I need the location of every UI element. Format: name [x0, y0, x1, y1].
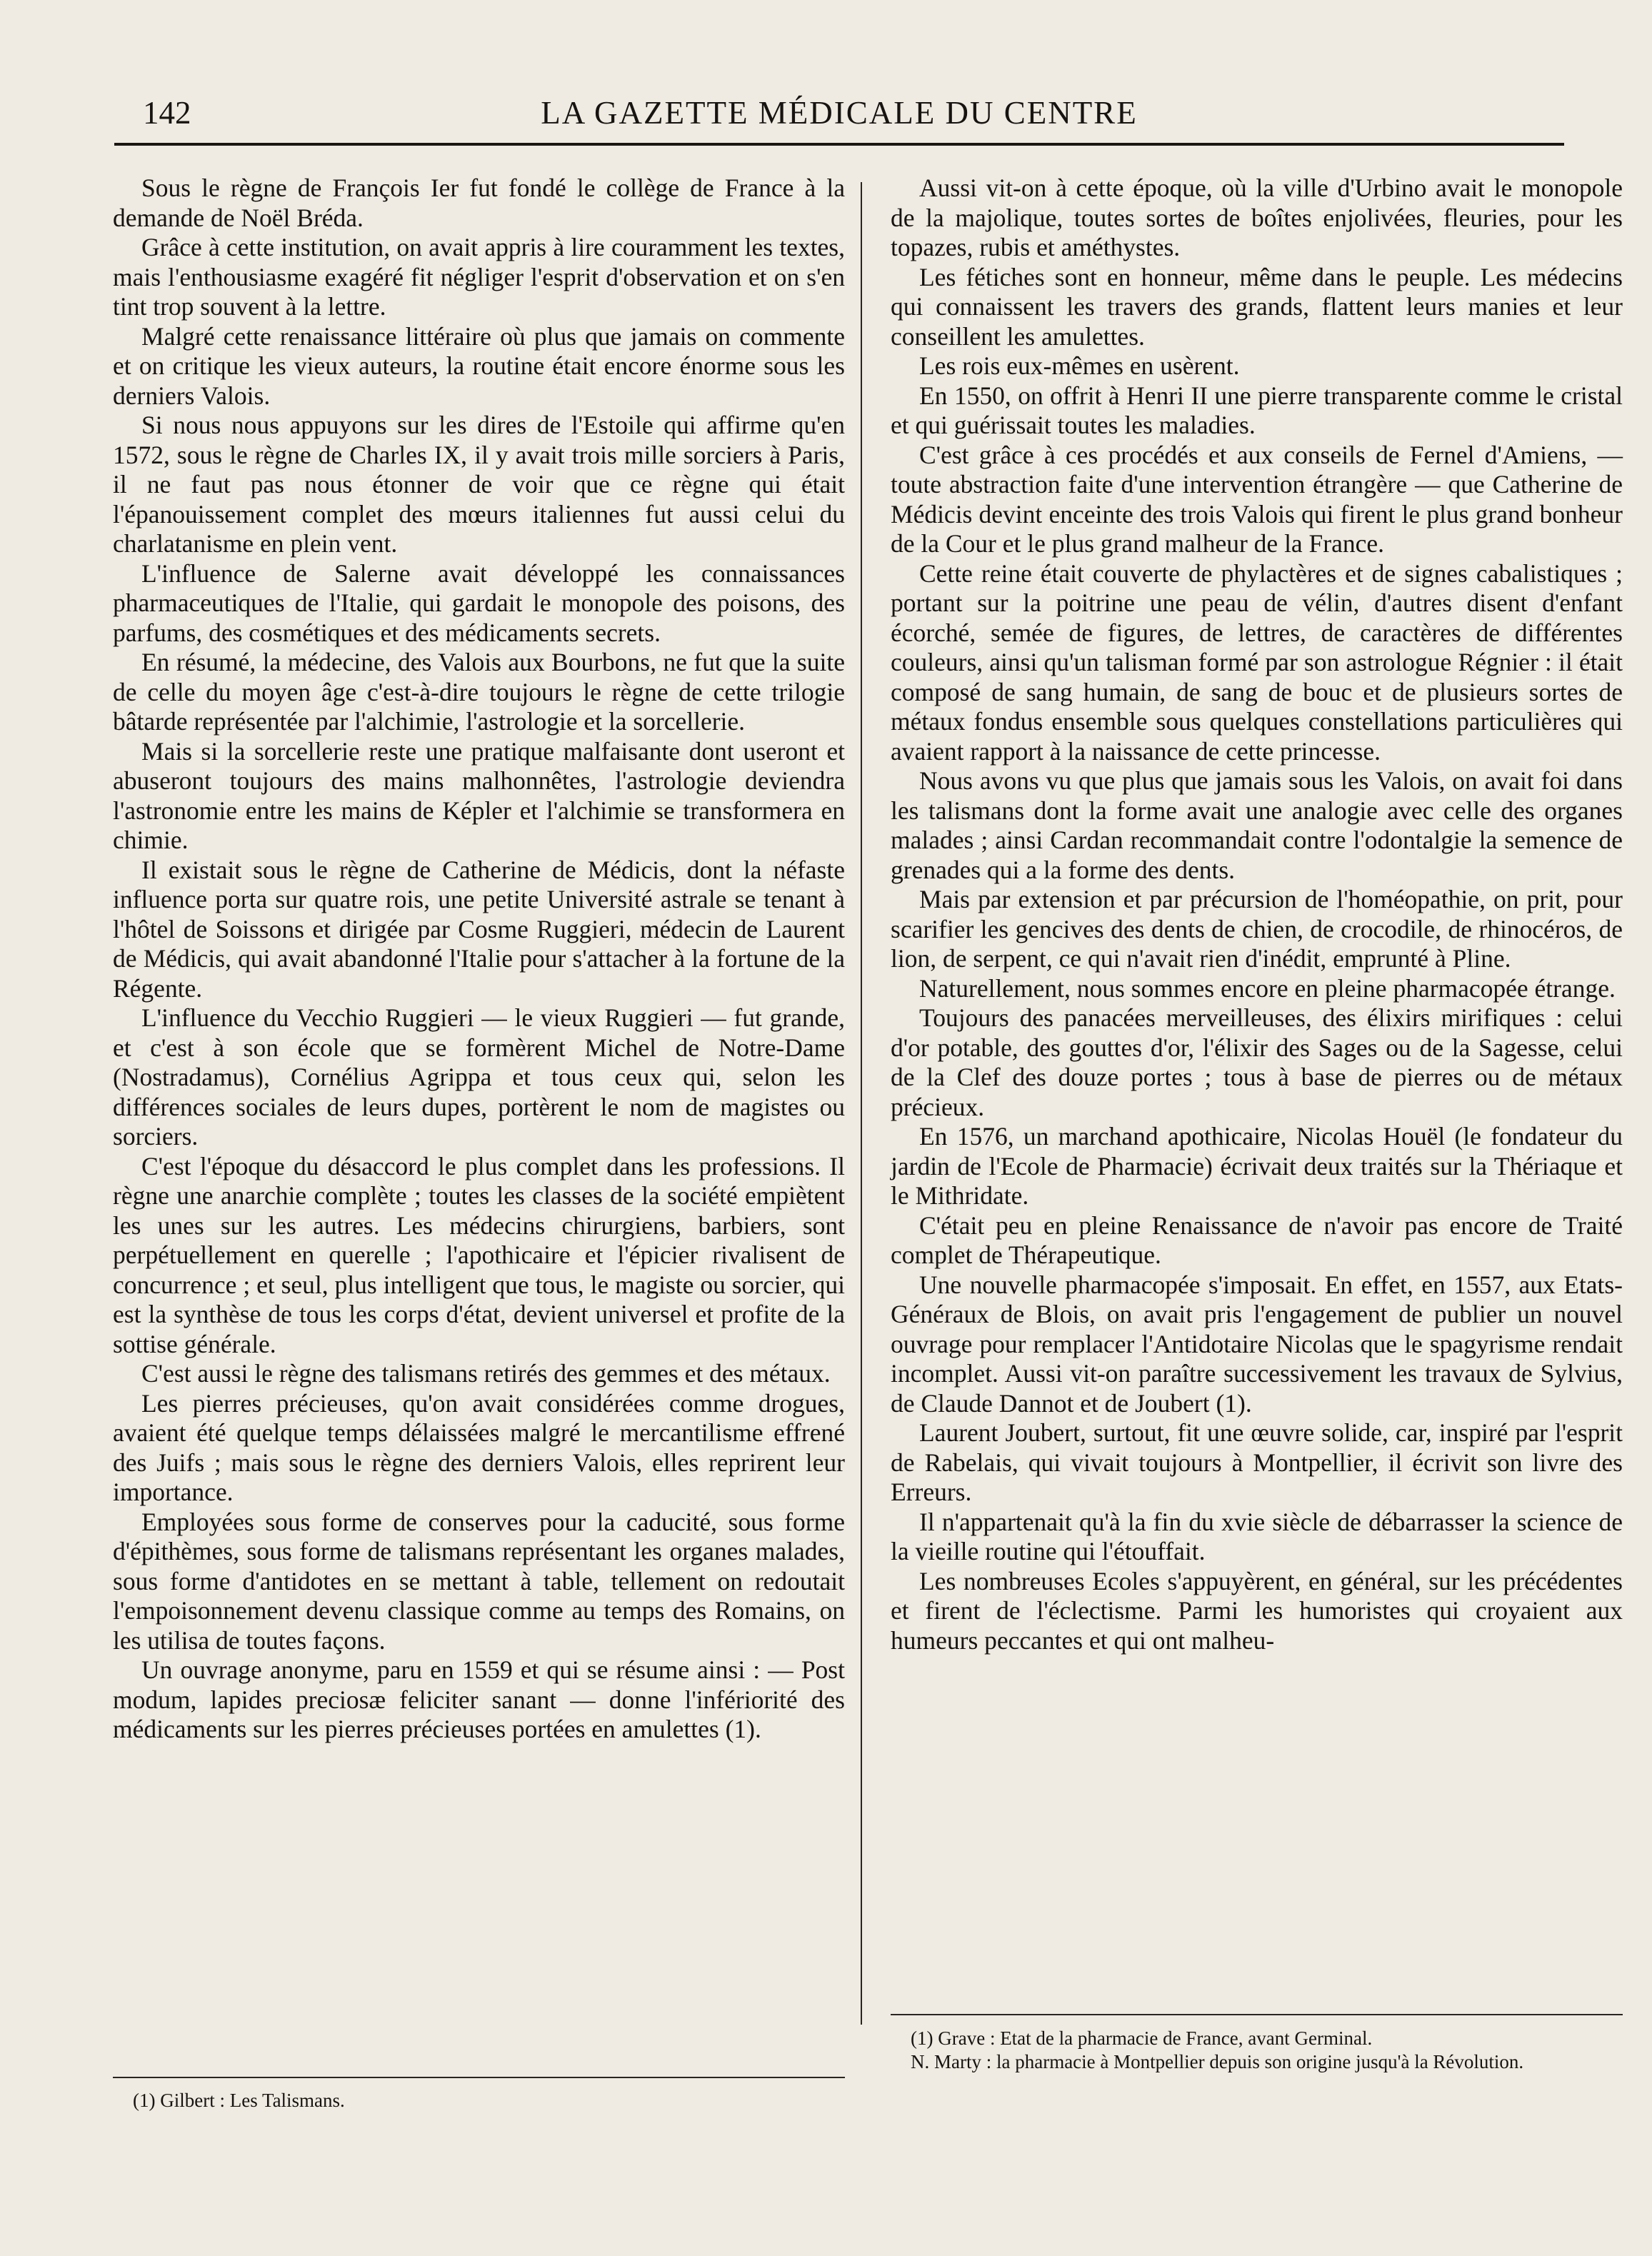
paragraph: C'était peu en pleine Renaissance de n'avoir pas encore de Traité complet de Thérapeutique.	[891, 1210, 1623, 1269]
paragraph: Employées sous forme de conserves pour la caducité, sous forme d'épithèmes, sous forme de talismans représentant les organes malades, sous forme d'antidotes en se mettant à table, tellement on redoutait l'empoisonnement devenu classique comme au temps des Romains, on les utilisa de toutes façons.	[113, 1507, 845, 1655]
paragraph: Mais par extension et par précursion de l'homéopathie, on prit, pour scarifier les gencives des dents de chien, de crocodile, de rhinocéros, de lion, de serpent, ce qui n'avait rien d'inédit, emprunté à Pline.	[891, 885, 1623, 973]
page-number: 142	[143, 95, 191, 131]
paragraph: Une nouvelle pharmacopée s'imposait. En effet, en 1557, aux Etats-Généraux de Blois, on avait pris l'engagement de publier un nouvel ouvrage pour remplacer l'Antidotaire Nicolas que le spagyrisme rendait incomplet. Aussi vit-on paraître successivement les travaux de Sylvius, de Claude Dannot et de Joubert (1).	[891, 1270, 1623, 1418]
paragraph: Les nombreuses Ecoles s'appuyèrent, en général, sur les précédentes et firent de l'éclectisme. Parmi les humoristes qui croyaient aux humeurs peccantes et qui ont malheu-	[891, 1566, 1623, 1655]
paragraph: Si nous nous appuyons sur les dires de l'Estoile qui affirme qu'en 1572, sous le règne de Charles IX, il y avait trois mille sorciers à Paris, il ne faut pas nous étonner de voir que ce règne qui était l'épanouissement complet des mœurs italiennes fut aussi celui du charlatanisme en plein vent.	[113, 411, 845, 558]
right-column	[891, 174, 1623, 1655]
paragraph: Naturellement, nous sommes encore en pleine pharmacopée étrange.	[919, 973, 1616, 1003]
paragraph: Cette reine était couverte de phylactères et de signes cabalistiques ; portant sur la poitrine une peau de vélin, d'autres disent d'enfant écorché, semée de figures, de lettres, de caractères de différentes couleurs, ainsi qu'un talisman formé par son astrologue Régnier : il était composé de sang humain, de sang de bouc et de plusieurs sortes de métaux fondus ensemble sous quelques constellations particulières qui avaient rapport à la naissance de cette princesse.	[891, 558, 1623, 766]
paragraph: Mais si la sorcellerie reste une pratique malfaisante dont useront et abuseront toujours des mains malhonnêtes, l'astrologie deviendra l'astronomie entre les mains de Képler et l'alchimie se transformera en chimie.	[113, 736, 845, 854]
paragraph: Grâce à cette institution, on avait appris à lire couramment les textes, mais l'enthousiasme exagéré fit négliger l'esprit d'observation et on s'en tint trop souvent à la lettre.	[113, 233, 845, 321]
paragraph: Sous le règne de François Ier fut fondé le collège de France à la demande de Noël Bréda.	[113, 174, 845, 232]
paragraph: Il existait sous le règne de Catherine de Médicis, dont la néfaste influence porta sur quatre rois, une petite Université astrale se tenant à l'hôtel de Soissons et dirigée par Cosme Ruggieri, médecin de Laurent de Médicis, qui avait abandonné l'Italie pour s'attacher à la fortune de la Régente.	[113, 855, 845, 1003]
journal-title: LA GAZETTE MÉDICALE DU CENTRE	[541, 95, 1138, 131]
header-rule	[114, 143, 1564, 146]
footnote: (1) Grave : Etat de la pharmacie de France, avant Germinal.	[911, 2027, 1373, 2049]
left-column	[113, 174, 845, 1745]
footnote: N. Marty : la pharmacie à Montpellier depuis son origine jusqu'à la Révolution.	[911, 2051, 1524, 2072]
paragraph: Il n'appartenait qu'à la fin du xvie siècle de débarrasser la science de la vieille routine qui l'étouffait.	[891, 1507, 1623, 1565]
paragraph: Toujours des panacées merveilleuses, des élixirs mirifiques : celui d'or potable, des gouttes d'or, l'élixir des Sages ou de la Sagesse, celui de la Clef des douze portes ; tous à base de pierres ou de métaux précieux.	[891, 1003, 1623, 1121]
footnotes-right	[891, 2027, 1623, 2074]
paragraph: L'influence du Vecchio Ruggieri — le vieux Ruggieri — fut grande, et c'est à son école que se formèrent Michel de Notre-Dame (Nostradamus), Cornélius Agrippa et tous ceux qui, selon les différences sociales de leurs dupes, portèrent le nom de magistes ou sorciers.	[113, 1003, 845, 1150]
paragraph: C'est grâce à ces procédés et aux conseils de Fernel d'Amiens, — toute abstraction faite d'une intervention étrangère — que Catherine de Médicis devint enceinte des trois Valois qui firent le plus grand bonheur de la Cour et le plus grand malheur de la France.	[891, 440, 1623, 558]
paragraph: En 1576, un marchand apothicaire, Nicolas Houël (le fondateur du jardin de l'Ecole de Pharmacie) écrivait deux traités sur la Thériaque et le Mithridate.	[891, 1122, 1623, 1210]
paragraph: Aussi vit-on à cette époque, où la ville d'Urbino avait le monopole de la majolique, toutes sortes de boîtes enjolivées, fleuries, pour les topazes, rubis et améthystes.	[891, 174, 1623, 261]
footnote-rule	[891, 2014, 1623, 2015]
column-divider	[861, 182, 862, 2025]
paragraph: C'est aussi le règne des talismans retirés des gemmes et des métaux.	[141, 1359, 831, 1388]
paragraph: En résumé, la médecine, des Valois aux Bourbons, ne fut que la suite de celle du moyen âge c'est-à-dire toujours le règne de cette trilogie bâtarde représentée par l'alchimie, l'astrologie et la sorcellerie.	[113, 648, 845, 736]
paragraph: L'influence de Salerne avait développé les connaissances pharmaceutiques de l'Italie, qui gardait le monopole des poisons, des parfums, des cosmétiques et des médicaments secrets.	[113, 558, 845, 647]
paragraph: Les pierres précieuses, qu'on avait considérées comme drogues, avaient été quelque temps délaissées malgré le mercantilisme effrené des Juifs ; mais sous le règne des derniers Valois, elles reprirent leur importance.	[113, 1388, 845, 1506]
footnotes-left	[113, 2089, 845, 2112]
footnote-rule	[113, 2077, 845, 2078]
paragraph: Laurent Joubert, surtout, fit une œuvre solide, car, inspiré par l'esprit de Rabelais, qui vivait toujours à Montpellier, il écrivit son livre des Erreurs.	[891, 1418, 1623, 1506]
page-header	[114, 91, 1564, 134]
paragraph: Nous avons vu que plus que jamais sous les Valois, on avait foi dans les talismans dont la forme avait une analogie avec celle des organes malades ; ainsi Cardan recommandait contre l'odontalgie la semence de grenades qui a la forme des dents.	[891, 766, 1623, 884]
paragraph: En 1550, on offrit à Henri II une pierre transparente comme le cristal et qui guérissait toutes les maladies.	[891, 381, 1623, 439]
paragraph: Malgré cette renaissance littéraire où plus que jamais on commente et on critique les vieux auteurs, la routine était encore énorme sous les derniers Valois.	[113, 321, 845, 410]
footnote: (1) Gilbert : Les Talismans.	[133, 2090, 345, 2111]
paragraph: Les fétiches sont en honneur, même dans le peuple. Les médecins qui connaissent les travers des grands, flattent leurs manies et leur conseillent les amulettes.	[891, 262, 1623, 351]
paragraph: Un ouvrage anonyme, paru en 1559 et qui se résume ainsi : — Post modum, lapides preciosæ feliciter sanant — donne l'infériorité des médicaments sur les pierres précieuses portées en amulettes (1).	[113, 1655, 845, 1743]
paragraph: Les rois eux-mêmes en usèrent.	[919, 351, 1240, 380]
paragraph: C'est l'époque du désaccord le plus complet dans les professions. Il règne une anarchie complète ; toutes les classes de la société empiètent les unes sur les autres. Les médecins chirurgiens, barbiers, sont perpétuellement en querelle ; l'apothicaire et l'épicier rivalisent de concurrence ; et seul, plus intelligent que tous, le magiste ou sorcier, qui est la synthèse de tous les corps d'état, devient universel et profite de la sottise générale.	[113, 1151, 845, 1358]
